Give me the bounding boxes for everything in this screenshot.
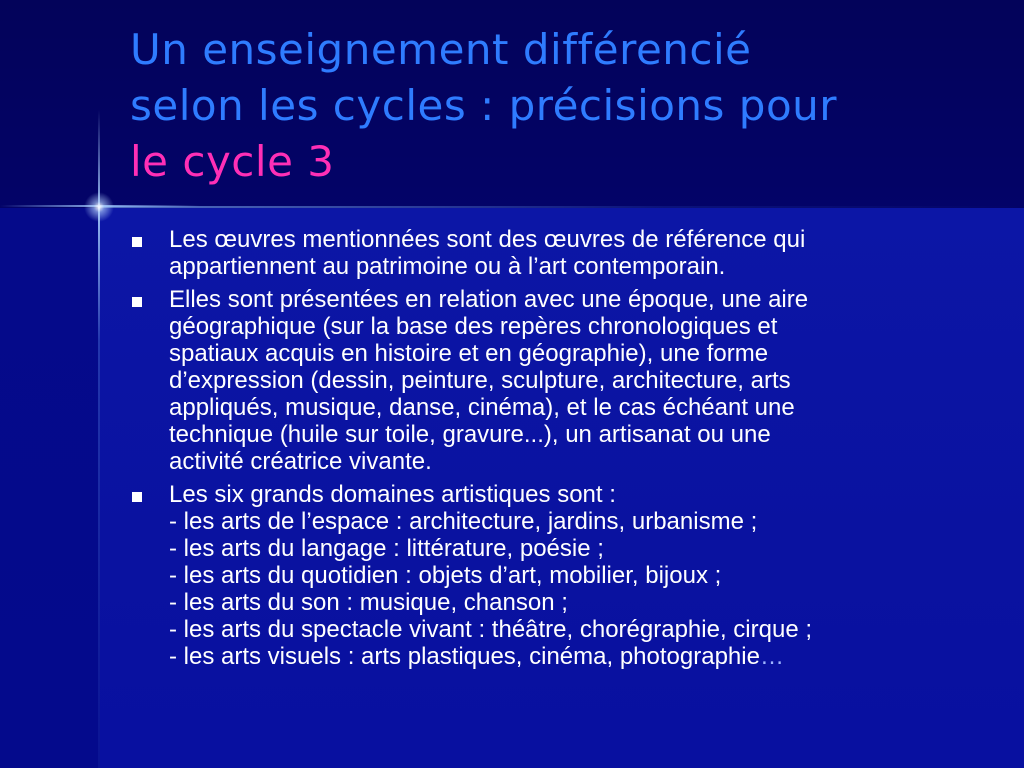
ellipsis: … <box>759 643 784 670</box>
bullet-text-line: activité créatrice vivante. <box>169 448 432 475</box>
bullet-list <box>130 226 990 676</box>
bullet-text-line: technique (huile sur toile, gravure...), un artisanat ou une <box>169 421 771 448</box>
bullet-item <box>130 286 990 475</box>
title-line: selon les cycles : précisions pour <box>130 81 838 130</box>
domain-item: - les arts du langage : littérature, poésie ; <box>169 535 604 562</box>
title-line-highlight: le cycle 3 <box>130 137 335 186</box>
domain-item: - les arts du quotidien : objets d’art, mobilier, bijoux ; <box>169 562 722 589</box>
bullet-text-line: spatiaux acquis en histoire et en géographie), une forme <box>169 340 769 367</box>
divider-line <box>100 206 1024 208</box>
slide-title <box>130 22 1010 190</box>
bullet-text-line: Elles sont présentées en relation avec une époque, une aire <box>169 286 809 313</box>
domain-item-text: - les arts visuels : arts plastiques, cinéma, photographie <box>169 643 760 670</box>
square-bullet-icon <box>132 237 142 247</box>
square-bullet-icon <box>132 297 142 307</box>
square-bullet-icon <box>132 492 142 502</box>
bullet-item <box>130 226 990 280</box>
domain-item-last <box>169 643 990 670</box>
domain-item: - les arts du spectacle vivant : théâtre, chorégraphie, cirque ; <box>169 616 812 643</box>
bullet-text-line: d’expression (dessin, peinture, sculpture, architecture, arts <box>169 367 791 394</box>
left-decorative-strip <box>0 208 100 768</box>
title-line: Un enseignement différencié <box>130 25 752 74</box>
domain-item: - les arts de l’espace : architecture, jardins, urbanisme ; <box>169 508 758 535</box>
lens-flare-star <box>84 192 114 222</box>
bullet-text-line: géographique (sur la base des repères chronologiques et <box>169 313 778 340</box>
domains-intro: Les six grands domaines artistiques sont : <box>169 481 616 508</box>
domain-item: - les arts du son : musique, chanson ; <box>169 589 568 616</box>
bullet-text-line: appliqués, musique, danse, cinéma), et le cas échéant une <box>169 394 795 421</box>
bullet-item <box>130 481 990 670</box>
bullet-text-line: appartiennent au patrimoine ou à l’art contemporain. <box>169 253 726 280</box>
bullet-text-line: Les œuvres mentionnées sont des œuvres de référence qui <box>169 226 806 253</box>
